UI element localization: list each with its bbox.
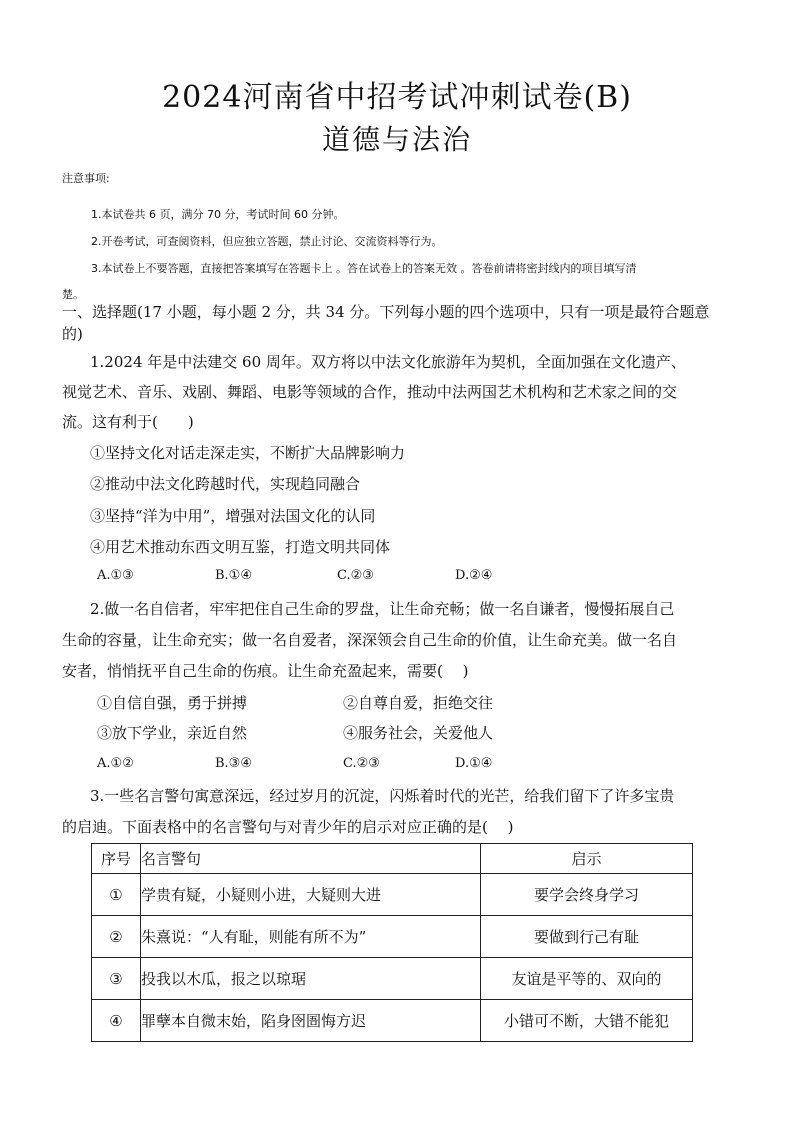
q1-statement-1: ①坚持文化对话走深走实，不断扩大品牌影响力 xyxy=(90,444,406,462)
q2-stem-line-2: 生命的容量，让生命充实；做一名自爱者，深深领会自己生命的价值，让生命充美。做一名自 xyxy=(62,631,678,649)
table-header-row xyxy=(92,844,693,874)
row-number: ① xyxy=(92,874,141,916)
q2-option-c: C.②③ xyxy=(343,756,380,771)
q2-statement-4: ④服务社会，关爱他人 xyxy=(343,724,494,742)
notice-item-1: 1.本试卷共 6 页，满分 70 分，考试时间 60 分钟。 xyxy=(91,208,345,221)
q2-statement-1: ①自信自强，勇于拼搏 xyxy=(97,694,248,712)
table-row xyxy=(92,874,693,916)
row-lesson: 要学会终身学习 xyxy=(481,874,693,916)
q2-statement-3: ③放下学业，亲近自然 xyxy=(97,724,248,742)
q2-stem-line-3: 安者，悄悄抚平自己生命的伤痕。让生命充盈起来，需要( ) xyxy=(62,662,469,680)
section-heading-line-1: 一、选择题(17 小题，每小题 2 分，共 34 分。下列每小题的四个选项中，只有一项是最符合题意 xyxy=(62,303,710,321)
q2-stem-line-1: 2.做一名自信者，牢牢把住自己生命的罗盘，让生命充畅；做一名自谦者，慢慢拓展自己 xyxy=(90,600,675,618)
notice-heading: 注意事项: xyxy=(62,172,110,185)
q2-option-d: D.①④ xyxy=(455,756,493,771)
q1-option-d: D.②④ xyxy=(455,568,493,583)
header-number: 序号 xyxy=(92,844,141,874)
row-number: ④ xyxy=(92,1000,141,1042)
row-quote: 罪孽本自微末始，陷身囹圄悔方迟 xyxy=(141,1000,481,1042)
q2-statement-2: ②自尊自爱，拒绝交往 xyxy=(343,694,494,712)
q1-statement-4: ④用艺术推动东西文明互鉴，打造文明共同体 xyxy=(90,538,391,556)
row-quote: 学贵有疑，小疑则小进，大疑则大进 xyxy=(141,874,481,916)
q1-option-a: A.①③ xyxy=(97,568,134,583)
q2-option-b: B.③④ xyxy=(215,756,252,771)
row-quote: 朱熹说：“人有耻，则能有所不为” xyxy=(141,916,481,958)
q1-statement-2: ②推动中法文化跨越时代，实现趋同融合 xyxy=(90,475,361,493)
notice-item-2: 2.开卷考试，可查阅资料，但应独立答题，禁止讨论、交流资料等行为。 xyxy=(91,235,443,248)
row-number: ② xyxy=(92,916,141,958)
row-quote: 投我以木瓜，报之以琼琚 xyxy=(141,958,481,1000)
row-number: ③ xyxy=(92,958,141,1000)
row-lesson: 要做到行己有耻 xyxy=(481,916,693,958)
q1-option-c: C.②③ xyxy=(337,568,374,583)
row-lesson: 友谊是平等的、双向的 xyxy=(481,958,693,1000)
q1-statement-3: ③坚持“洋为中用”，增强对法国文化的认同 xyxy=(90,507,376,525)
q1-stem-line-3: 流。这有利于( ) xyxy=(62,413,194,431)
section-heading-line-2: 的) xyxy=(62,325,83,343)
header-lesson: 启示 xyxy=(481,844,693,874)
row-lesson: 小错可不断，大错不能犯 xyxy=(481,1000,693,1042)
exam-title: 2024河南省中招考试冲刺试卷(B) xyxy=(162,80,632,115)
table-row xyxy=(92,958,693,1000)
header-quote: 名言警句 xyxy=(141,844,481,874)
subject-title: 道德与法治 xyxy=(321,123,472,156)
table-row xyxy=(92,1000,693,1042)
notice-item-3-line-1: 3.本试卷上不要答题，直接把答案填写在答题卡上 。答在试卷上的答案无效 。答卷前请将密封线内的项目填写清 xyxy=(91,262,637,275)
q1-stem-line-2: 视觉艺术、音乐、戏剧、舞蹈、电影等领域的合作，推动中法两国艺术机构和艺术家之间的交 xyxy=(62,383,678,401)
table-row xyxy=(92,916,693,958)
notice-item-3-line-2: 楚。 xyxy=(62,288,84,301)
q3-stem-line-1: 3.一些名言警句寓意深远，经过岁月的沉淀，闪烁着时代的光芒，给我们留下了许多宝贵 xyxy=(90,787,675,805)
quote-table xyxy=(91,843,693,1042)
q1-stem-line-1: 1.2024 年是中法建交 60 周年。双方将以中法文化旅游年为契机，全面加强在文化遗产、 xyxy=(90,353,686,371)
q2-option-a: A.①② xyxy=(97,756,134,771)
q3-stem-line-2: 的启迪。下面表格中的名言警句与对青少年的启示对应正确的是( ) xyxy=(62,818,514,836)
q1-option-b: B.①④ xyxy=(215,568,252,583)
